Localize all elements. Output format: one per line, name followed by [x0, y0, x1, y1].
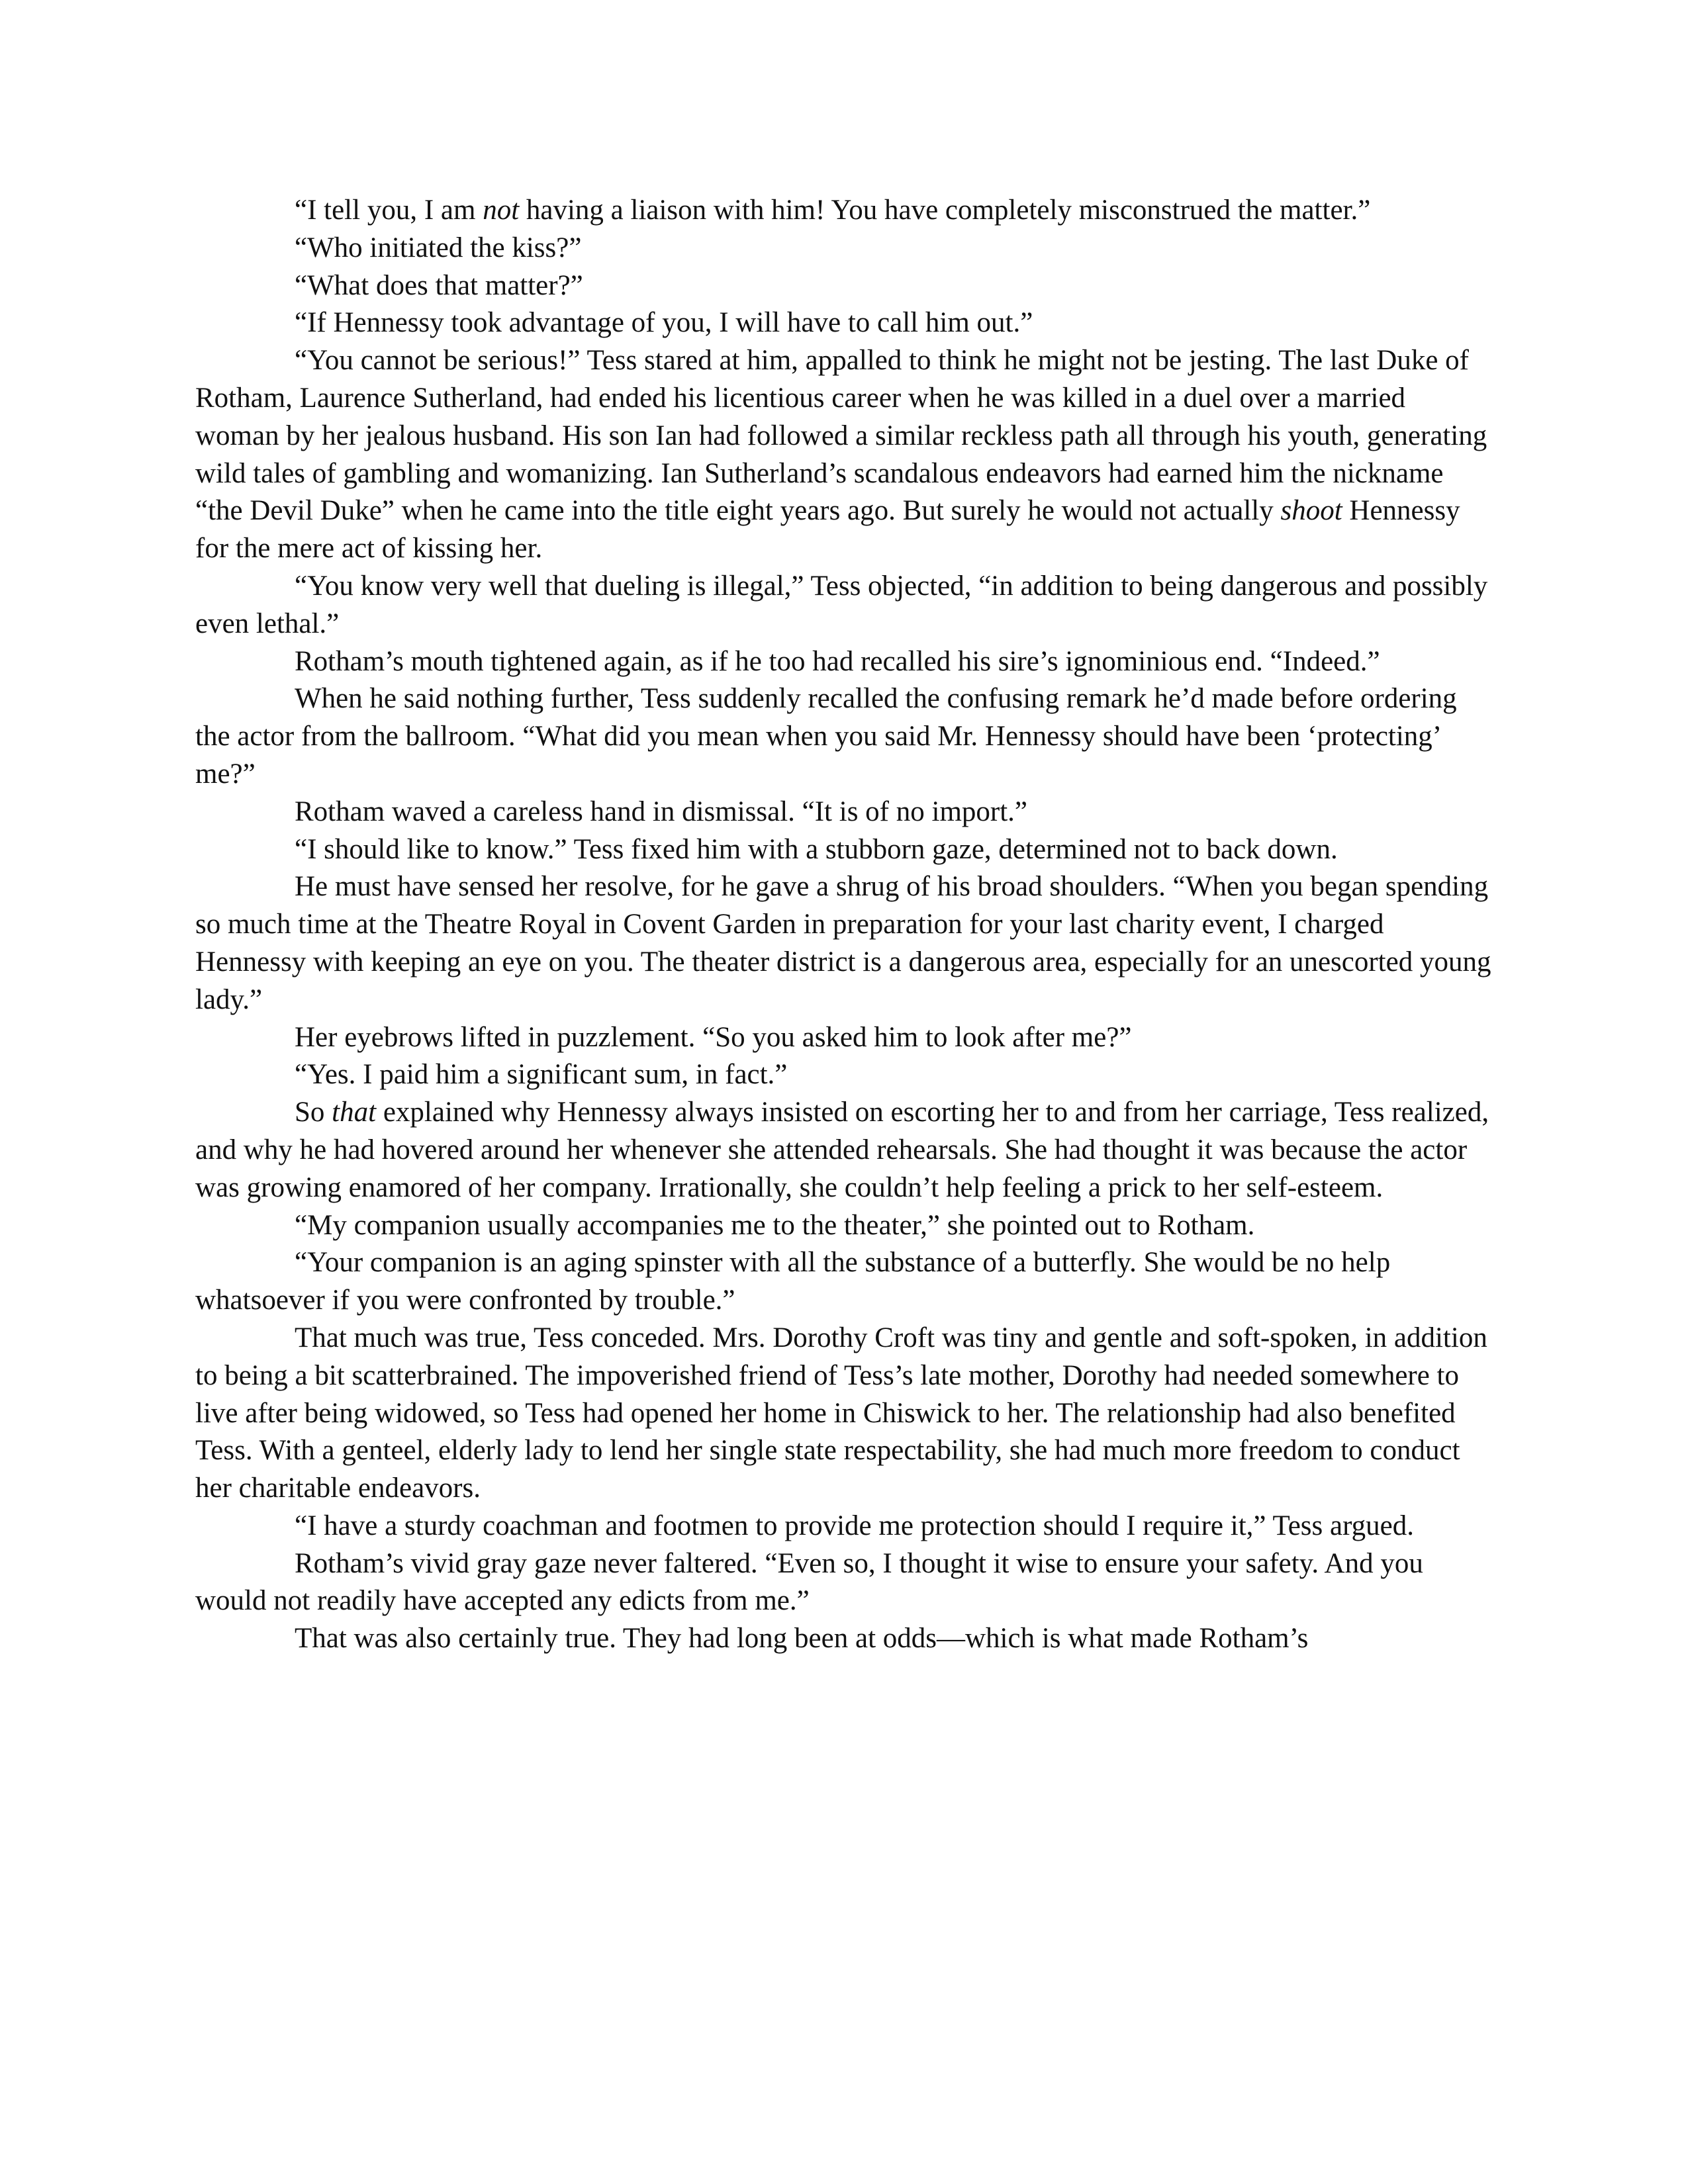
paragraph [195, 1094, 1493, 1206]
paragraph [195, 1620, 1493, 1658]
paragraph [195, 1320, 1493, 1508]
text-run: That much was true, Tess conceded. Mrs. Dorothy Croft was tiny and gentle and soft-spoken, in addition to being a bit scatterbrained. The impoverished friend of Tess’s late mother, Dorothy had needed somewhere to live after being widowed, so Tess had opened her home in Chiswick to her. The relationship had also benefited Tess. With a genteel, elderly lady to lend her single state respectability, she had much more freedom to conduct her charitable endeavors. [195, 1322, 1487, 1504]
paragraph [195, 568, 1493, 643]
document-page [195, 192, 1493, 1658]
paragraph [195, 680, 1493, 793]
text-run: That was also certainly true. They had long been at odds—which is what made Rotham’s [295, 1623, 1309, 1655]
paragraph [195, 1019, 1493, 1057]
text-run: “Who initiated the kiss?” [295, 232, 582, 263]
paragraph [195, 1508, 1493, 1545]
text-run: Rotham waved a careless hand in dismissal. “It is of no import.” [295, 796, 1027, 827]
text-run: “I tell you, I am [295, 195, 483, 226]
paragraph [195, 1545, 1493, 1621]
text-run: “Yes. I paid him a significant sum, in fact.” [295, 1059, 788, 1091]
paragraph [195, 831, 1493, 869]
paragraph [195, 643, 1493, 681]
paragraph [195, 267, 1493, 305]
italic-text: shoot [1280, 495, 1342, 527]
text-run: Hennessy for the mere act of kissing her. [195, 495, 1460, 565]
text-run: Her eyebrows lifted in puzzlement. “So you asked him to look after me?” [295, 1021, 1132, 1053]
paragraph [195, 1244, 1493, 1320]
text-run: “My companion usually accompanies me to the theater,” she pointed out to Rotham. [295, 1209, 1255, 1241]
text-run: Rotham’s mouth tightened again, as if he too had recalled his sire’s ignominious end. “Indeed.” [295, 645, 1380, 677]
text-run: Rotham’s vivid gray gaze never faltered. “Even so, I thought it wise to ensure your safety. And you would not readily have accepted any edicts from me.” [195, 1547, 1423, 1617]
paragraph [195, 1207, 1493, 1245]
text-run: When he said nothing further, Tess suddenly recalled the confusing remark he’d made before ordering the actor from the ballroom. “What did you mean when you said Mr. Hennessy should have been ‘protecting’ me?” [195, 683, 1457, 790]
text-run: “I should like to know.” Tess fixed him with a stubborn gaze, determined not to back down. [295, 833, 1338, 865]
text-run: He must have sensed her resolve, for he gave a shrug of his broad shoulders. “When you began spending so much time at the Theatre Royal in Covent Garden in preparation for your last charity event, I charged Hennessy with keeping an eye on you. The theater district is a dangerous area, especially for an unescorted young lady.” [195, 871, 1491, 1015]
text-run: So [295, 1097, 332, 1128]
paragraph [195, 794, 1493, 831]
text-run: “I have a sturdy coachman and footmen to provide me protection should I require it,” Tess argued. [295, 1510, 1414, 1541]
paragraph [195, 1056, 1493, 1094]
text-run: “What does that matter?” [295, 269, 583, 301]
text-run: “If Hennessy took advantage of you, I will have to call him out.” [295, 307, 1033, 339]
italic-text: that [332, 1097, 377, 1128]
paragraph [195, 192, 1493, 230]
italic-text: not [483, 195, 520, 226]
text-run: having a liaison with him! You have completely misconstrued the matter.” [519, 195, 1371, 226]
text-run: “Your companion is an aging spinster with all the substance of a butterfly. She would be no help whatsoever if you were confronted by trouble.” [195, 1247, 1391, 1316]
text-run: “You cannot be serious!” Tess stared at him, appalled to think he might not be jesting. The last Duke of Rotham, Laurence Sutherland, had ended his licentious career when he was killed in a duel over a married woman by her jealous husband. His son Ian had followed a similar reckless path all through his youth, generating wild tales of gambling and womanizing. Ian Sutherland’s scandalous endeavors had earned him the nickname “the Devil Duke” when he came into the title eight years ago. But surely he would not actually [195, 345, 1487, 527]
paragraph [195, 342, 1493, 568]
paragraph [195, 868, 1493, 1019]
paragraph [195, 230, 1493, 267]
text-run: explained why Hennessy always insisted on escorting her to and from her carriage, Tess realized, and why he had hovered around her whenever she attended rehearsals. She had thought it was because the actor was growing enamored of her company. Irrationally, she couldn’t help feeling a prick to her self-esteem. [195, 1097, 1489, 1203]
paragraph [195, 304, 1493, 342]
text-run: “You know very well that dueling is illegal,” Tess objected, “in addition to being dangerous and possibly even lethal.” [195, 570, 1488, 639]
